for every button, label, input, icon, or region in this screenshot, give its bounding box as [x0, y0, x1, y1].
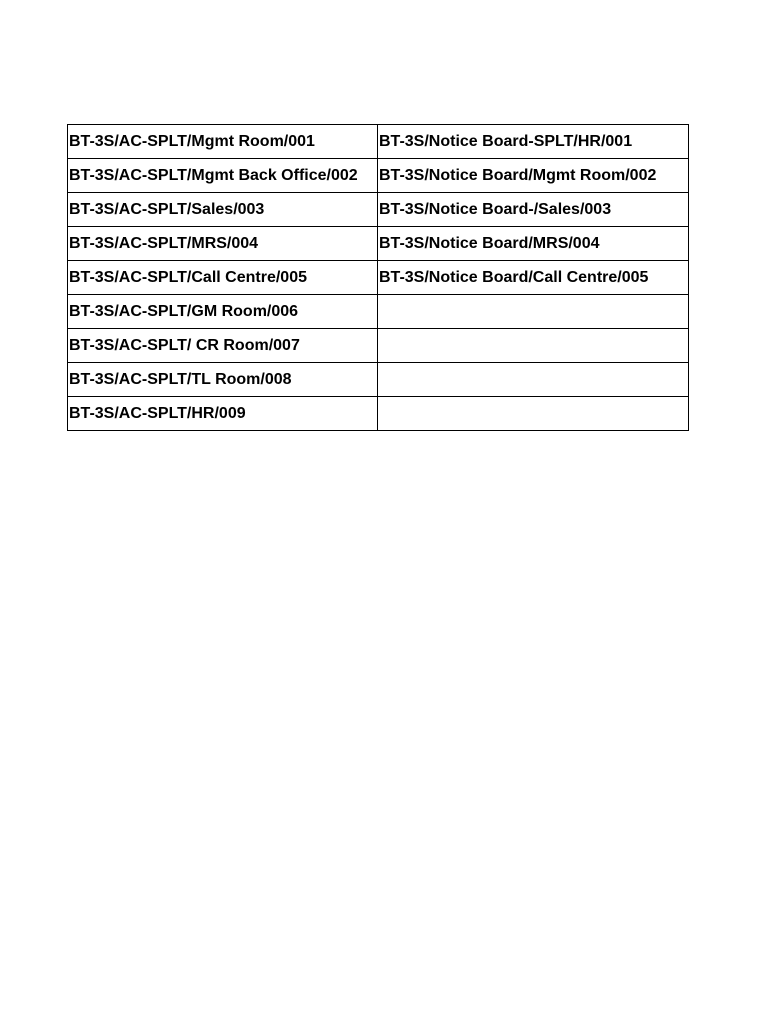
table-cell-ac-label: BT-3S/AC-SPLT/HR/009: [68, 397, 378, 431]
table-cell-ac-label: BT-3S/AC-SPLT/GM Room/006: [68, 295, 378, 329]
table-cell-empty: [378, 363, 689, 397]
table-row: [68, 159, 689, 193]
table-row: [68, 125, 689, 159]
table-cell-notice-board-label: BT-3S/Notice Board-/Sales/003: [378, 193, 689, 227]
table-row: [68, 329, 689, 363]
asset-label-table: [67, 124, 689, 431]
table-row: [68, 193, 689, 227]
table-cell-ac-label: BT-3S/AC-SPLT/Mgmt Room/001: [68, 125, 378, 159]
table-row: [68, 227, 689, 261]
table-cell-ac-label: BT-3S/AC-SPLT/Mgmt Back Office/002: [68, 159, 378, 193]
table-row: [68, 397, 689, 431]
table-row: [68, 261, 689, 295]
table-cell-empty: [378, 329, 689, 363]
table-row: [68, 295, 689, 329]
table-cell-notice-board-label: BT-3S/Notice Board/Call Centre/005: [378, 261, 689, 295]
table-cell-ac-label: BT-3S/AC-SPLT/ CR Room/007: [68, 329, 378, 363]
table-cell-ac-label: BT-3S/AC-SPLT/MRS/004: [68, 227, 378, 261]
table-row: [68, 363, 689, 397]
table-cell-notice-board-label: BT-3S/Notice Board/Mgmt Room/002: [378, 159, 689, 193]
table-cell-ac-label: BT-3S/AC-SPLT/TL Room/008: [68, 363, 378, 397]
table-cell-ac-label: BT-3S/AC-SPLT/Call Centre/005: [68, 261, 378, 295]
table-cell-notice-board-label: BT-3S/Notice Board/MRS/004: [378, 227, 689, 261]
table-cell-notice-board-label: BT-3S/Notice Board-SPLT/HR/001: [378, 125, 689, 159]
table-cell-empty: [378, 397, 689, 431]
table-cell-ac-label: BT-3S/AC-SPLT/Sales/003: [68, 193, 378, 227]
table-cell-empty: [378, 295, 689, 329]
